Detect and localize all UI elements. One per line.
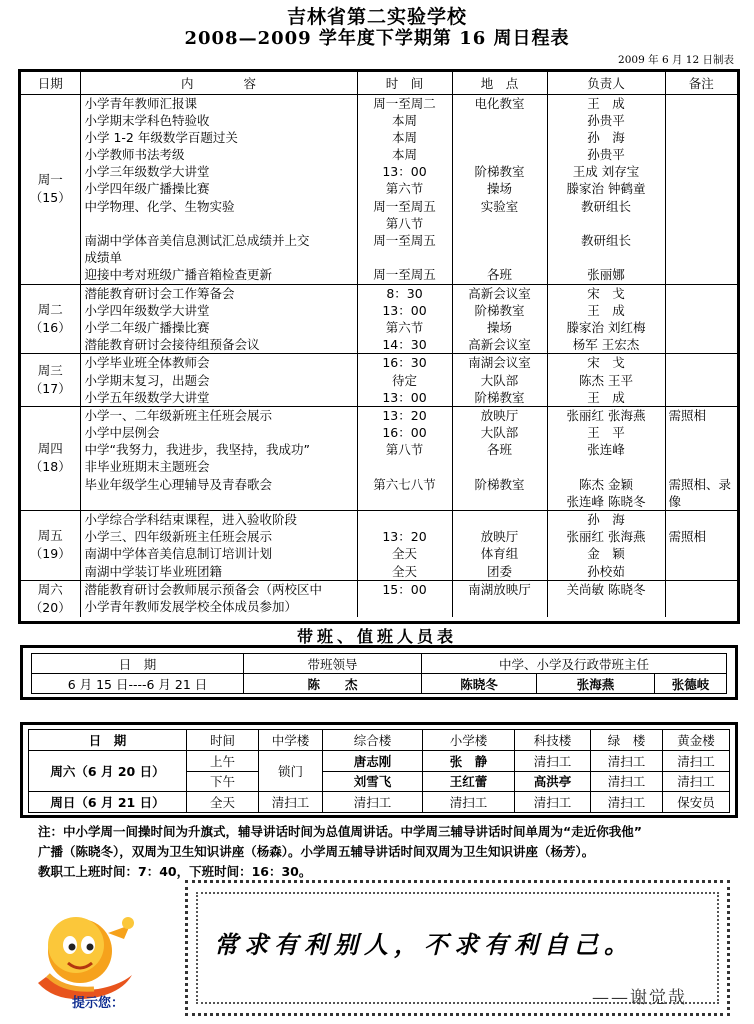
- place-line: 实验室: [480, 198, 519, 214]
- place-line: 高新会议室: [468, 337, 531, 353]
- clean-cell: 清扫工: [323, 792, 423, 813]
- clean-cell: 全天: [187, 792, 259, 813]
- note-line: [669, 249, 738, 266]
- content-line: 潜能教育研讨会接待组预备会议: [84, 337, 260, 353]
- place-line: [453, 598, 547, 615]
- clean-cell: 清扫工: [663, 771, 730, 792]
- col-header-time: 时 间: [357, 72, 452, 94]
- clean-cell: 清扫工: [591, 792, 663, 813]
- clean-sun-date: 周日（6 月 21 日）: [29, 792, 187, 813]
- duty-table: [20, 645, 738, 700]
- duty-header-teachers: 中学、小学及行政带班主任: [422, 654, 727, 674]
- content-line: 中学“我努力，我进步，我坚持，我成功”: [84, 442, 310, 458]
- person-cell: [547, 406, 665, 510]
- time-line: 第六节: [385, 181, 424, 197]
- time-line: [358, 598, 452, 615]
- note-cell: [665, 511, 737, 581]
- note-line: [669, 198, 738, 215]
- time-line: 待定: [391, 372, 417, 388]
- place-line: 放映厅: [480, 407, 519, 423]
- content-line: 小学期末复习，出题会: [84, 372, 210, 388]
- clean-header: 小学楼: [423, 730, 515, 751]
- content-line: 迎接中考对班级广播音箱检查更新: [84, 267, 273, 283]
- person-line: [548, 249, 665, 266]
- time-line: 14：30: [382, 337, 427, 353]
- place-line: 高新会议室: [468, 285, 531, 301]
- note-line: [669, 372, 738, 389]
- note-line: 需照相、录: [668, 476, 732, 492]
- clean-cell: 清扫工: [591, 750, 663, 771]
- day-cell: [21, 511, 80, 581]
- note-line: [669, 511, 738, 528]
- place-line: 阶梯教室: [474, 476, 525, 492]
- content-line: 小学 1-2 年级数学百题过关: [84, 129, 238, 145]
- content-line: 小学四年级数学大讲堂: [84, 302, 210, 318]
- person-line: 张连峰 陈晓冬: [566, 493, 646, 509]
- day-label: （20）: [29, 599, 71, 615]
- time-line: 13：20: [382, 407, 427, 423]
- person-line: 孙校茹: [587, 563, 625, 579]
- place-line: 阶梯教室: [474, 164, 525, 180]
- person-line: 杨军 王宏杰: [572, 337, 640, 353]
- clean-cell: 保安员: [663, 792, 730, 813]
- time-line: 13：00: [382, 164, 427, 180]
- place-line: [453, 493, 547, 510]
- person-cell: [547, 511, 665, 581]
- person-line: 王 成: [587, 389, 625, 405]
- content-line: 小学五年级数学大讲堂: [84, 389, 210, 405]
- time-line: 第八节: [385, 215, 424, 231]
- day-cell: [21, 580, 80, 617]
- person-cell: [547, 284, 665, 354]
- clean-header: 绿 楼: [591, 730, 663, 751]
- time-line: 本周: [391, 129, 417, 145]
- clean-cell: 下午: [187, 771, 259, 792]
- note-line: [669, 598, 738, 615]
- motto-text: 常求有利别人，不求有利自己。: [214, 930, 634, 959]
- content-line: 中学物理、化学、生物实验: [84, 198, 235, 214]
- content-line: 潜能教育研讨会教师展示预备会（两校区中: [84, 581, 323, 597]
- clean-cell: 清扫工: [423, 792, 515, 813]
- content-line: 小学三、四年级新班主任班会展示: [84, 529, 273, 545]
- person-cell: [547, 94, 665, 284]
- time-line: 周一至周五: [373, 233, 436, 248]
- time-cell: [357, 406, 452, 510]
- content-line: 小学期末学科色特验收: [84, 112, 210, 128]
- time-cell: [357, 284, 452, 354]
- time-line: 全天: [391, 563, 417, 579]
- person-line: 王 成: [587, 302, 625, 318]
- place-cell: [452, 354, 547, 407]
- person-line: 关尚敏 陈晓冬: [566, 581, 646, 597]
- note-line: [669, 389, 738, 406]
- schedule-day-row: [21, 354, 737, 407]
- note-line: [669, 129, 738, 146]
- content-line: 小学教师书法考级: [84, 147, 185, 163]
- time-line: 第六节: [385, 319, 424, 335]
- note-line: [669, 95, 738, 112]
- place-line: [453, 458, 547, 475]
- day-label: （17）: [29, 381, 71, 397]
- note-line: [669, 285, 738, 302]
- note-cell: [665, 406, 737, 510]
- person-line: 王 平: [587, 425, 625, 441]
- note-line: [669, 424, 738, 441]
- clean-header: 中学楼: [259, 730, 323, 751]
- note-line: [669, 302, 738, 319]
- clean-header: 日 期: [29, 730, 187, 751]
- day-cell: [21, 354, 80, 407]
- person-line: 宋 戈: [587, 285, 625, 301]
- day-label: 周二: [37, 301, 63, 317]
- clean-header: 时间: [187, 730, 259, 751]
- place-line: [453, 146, 547, 163]
- place-line: 操场: [486, 319, 512, 335]
- place-line: [453, 129, 547, 146]
- schedule-day-row: [21, 580, 737, 617]
- day-label: 周四: [37, 441, 63, 457]
- person-line: 张丽娜: [587, 267, 625, 283]
- school-title: 吉林省第二实验学校: [286, 6, 467, 28]
- content-line: 潜能教育研讨会工作筹备会: [84, 285, 235, 301]
- note-line: [669, 563, 738, 580]
- day-label: （19）: [29, 546, 71, 562]
- person-cell: [547, 354, 665, 407]
- time-line: 13：00: [382, 302, 427, 318]
- content-line: 非毕业班期末主题班会: [84, 459, 210, 475]
- note-line: [669, 581, 738, 598]
- clean-cell: 清扫工: [259, 792, 323, 813]
- day-label: 周一: [37, 172, 63, 188]
- clean-cell: 高洪亭: [515, 771, 591, 792]
- clean-sat-date: 周六（6 月 20 日）: [29, 750, 187, 792]
- time-line: 本周: [391, 147, 417, 163]
- place-line: 电化教室: [474, 95, 525, 111]
- schedule-day-row: [21, 511, 737, 581]
- day-label: 周六: [37, 581, 63, 597]
- note-cell: [665, 354, 737, 407]
- note-line: 需照相: [668, 407, 707, 423]
- time-cell: [357, 94, 452, 284]
- time-line: [358, 493, 452, 510]
- clean-header: 黄金楼: [663, 730, 730, 751]
- duty-header-date: 日 期: [32, 654, 244, 674]
- content-line: 小学青年教师发展学校全体成员参加）: [84, 598, 298, 614]
- time-line: 周一至周二: [373, 95, 436, 111]
- time-line: 13：00: [382, 389, 427, 405]
- day-cell: [21, 406, 80, 510]
- schedule-day-row: [21, 406, 737, 510]
- content-cell: [80, 580, 357, 617]
- person-line: 王成 刘存宝: [572, 164, 640, 180]
- time-cell: [357, 354, 452, 407]
- col-header-date: 日期: [21, 72, 80, 94]
- person-line: 张丽红 张海燕: [566, 529, 646, 545]
- note-line: [669, 458, 738, 475]
- note-line: [669, 545, 738, 562]
- time-line: 16：00: [382, 425, 427, 441]
- duty-teacher: 张德岐: [655, 674, 727, 694]
- clean-cell: 清扫工: [591, 771, 663, 792]
- place-line: 放映厅: [480, 529, 519, 545]
- duty-header-leader: 带班领导: [244, 654, 422, 674]
- place-line: [453, 232, 547, 249]
- content-line: 南湖中学体音美信息测试汇总成绩并上交: [84, 233, 310, 248]
- person-line: 孙 海: [587, 129, 625, 145]
- place-line: 南湖放映厅: [468, 581, 531, 597]
- content-line: 小学四年级广播操比赛: [84, 181, 210, 197]
- content-line: 成绩单: [84, 250, 123, 266]
- person-line: 孙贵平: [587, 112, 625, 128]
- clean-cell: 锁门: [259, 750, 323, 792]
- day-label: 周五: [37, 528, 63, 544]
- place-line: [453, 249, 547, 266]
- col-header-place: 地 点: [452, 72, 547, 94]
- content-line: [85, 493, 357, 510]
- duty-title: 带班、值班人员表: [296, 627, 457, 646]
- time-line: 周一至周五: [373, 198, 436, 214]
- note-line: 像: [668, 493, 682, 509]
- note-line: [669, 146, 738, 163]
- place-line: [453, 511, 547, 528]
- note-cell: [665, 94, 737, 284]
- place-cell: [452, 94, 547, 284]
- day-label: （18）: [29, 459, 71, 475]
- clean-cell: 清扫工: [663, 750, 730, 771]
- cleaning-table: [20, 722, 738, 818]
- day-label: （15）: [29, 190, 71, 206]
- day-cell: [21, 94, 80, 284]
- note-line: [669, 336, 738, 353]
- person-line: 陈杰 金颖: [579, 476, 633, 492]
- content-cell: [80, 284, 357, 354]
- place-line: 团委: [486, 563, 512, 579]
- place-line: 操场: [486, 181, 512, 197]
- col-header-note: 备注: [665, 72, 737, 94]
- place-line: 南湖会议室: [468, 355, 531, 371]
- place-cell: [452, 284, 547, 354]
- content-cell: [80, 511, 357, 581]
- clean-header: 科技楼: [515, 730, 591, 751]
- clean-header: 综合楼: [323, 730, 423, 751]
- clean-cell: 王红蕾: [423, 771, 515, 792]
- clean-cell: 上午: [187, 750, 259, 771]
- duty-teacher: 陈晓冬: [422, 674, 537, 694]
- person-line: [548, 458, 665, 475]
- time-cell: [357, 511, 452, 581]
- footnote-line: 教职工上班时间：7：40，下班时间：16：30。: [38, 864, 312, 879]
- footnote-line: 注：中小学周一间操时间为升旗式，辅导讲话时间为总值周讲话。中学周三辅导讲话时间单周为“走近你我他”: [38, 824, 642, 839]
- place-cell: [452, 580, 547, 617]
- place-line: 各班: [486, 442, 512, 458]
- time-line: 全天: [391, 546, 417, 562]
- content-line: 小学综合学科结束课程，进入验收阶段: [84, 512, 298, 527]
- day-label: 周三: [37, 363, 63, 379]
- note-line: [669, 266, 738, 283]
- place-line: [453, 215, 547, 232]
- person-cell: [547, 580, 665, 617]
- person-line: [548, 598, 665, 615]
- schedule-subtitle: 2008—2009 学年度下学期第 16 周日程表: [184, 28, 570, 49]
- time-line: 第八节: [385, 442, 424, 458]
- day-cell: [21, 284, 80, 354]
- person-line: 张连峰: [587, 442, 625, 458]
- person-line: 孙 海: [587, 512, 625, 527]
- person-line: 滕家治 钟鹤童: [566, 181, 646, 197]
- place-line: 体育组: [480, 546, 519, 562]
- day-label: （16）: [29, 319, 71, 335]
- time-line: [358, 249, 452, 266]
- made-date: 2009 年 6 月 12 日制表: [618, 54, 734, 66]
- clean-cell: 张 静: [423, 750, 515, 771]
- person-line: [548, 215, 665, 232]
- schedule-day-row: [21, 94, 737, 284]
- col-header-person: 负责人: [547, 72, 665, 94]
- place-cell: [452, 406, 547, 510]
- col-header-content: 内 容: [80, 72, 357, 94]
- person-line: 陈杰 王平: [579, 372, 633, 388]
- content-line: 小学毕业班全体教师会: [84, 355, 210, 371]
- note-line: [669, 163, 738, 180]
- person-line: 金 颖: [587, 546, 625, 562]
- person-line: 孙贵平: [587, 147, 625, 163]
- note-line: [669, 319, 738, 336]
- time-line: 16：30: [382, 355, 427, 371]
- time-cell: [357, 580, 452, 617]
- note-line: [669, 441, 738, 458]
- time-line: [358, 511, 452, 528]
- tip-label: 提示您：: [72, 996, 125, 1011]
- time-line: 8：30: [386, 285, 423, 301]
- footnotes: [38, 822, 738, 882]
- time-line: [358, 458, 452, 475]
- time-line: 第六七八节: [373, 476, 436, 492]
- place-line: 各班: [486, 267, 512, 283]
- place-line: 阶梯教室: [474, 302, 525, 318]
- person-line: 教研组长: [580, 198, 631, 214]
- note-line: [669, 215, 738, 232]
- person-line: 教研组长: [580, 233, 631, 248]
- motto-box: [185, 880, 730, 1016]
- duty-leader: 陈 杰: [244, 674, 422, 694]
- clean-cell: 唐志刚: [323, 750, 423, 771]
- time-line: 13：20: [382, 529, 427, 545]
- motto-author: ——谢觉哉: [592, 988, 687, 1008]
- content-line: [85, 215, 357, 232]
- weekly-schedule-table: [18, 69, 740, 624]
- note-line: [669, 180, 738, 197]
- content-cell: [80, 354, 357, 407]
- time-line: 周一至周五: [373, 267, 436, 283]
- content-line: 毕业年级学生心理辅导及青春歌会: [84, 476, 273, 492]
- time-line: 15：00: [382, 581, 427, 597]
- content-line: 南湖中学装订毕业班团籍: [84, 563, 223, 579]
- note-line: [669, 232, 738, 249]
- content-line: 小学青年教师汇报课: [84, 95, 198, 111]
- content-line: 南湖中学体音美信息制订培训计划: [84, 546, 273, 562]
- person-line: 宋 戈: [587, 355, 625, 371]
- person-line: 滕家治 刘红梅: [566, 319, 646, 335]
- place-line: 阶梯教室: [474, 389, 525, 405]
- content-line: 小学三年级数学大讲堂: [84, 164, 210, 180]
- note-line: [669, 354, 738, 371]
- content-line: 小学中层例会: [84, 425, 160, 441]
- place-cell: [452, 511, 547, 581]
- content-cell: [80, 406, 357, 510]
- duty-date: 6 月 15 日----6 月 21 日: [32, 674, 244, 694]
- clean-cell: 刘雪飞: [323, 771, 423, 792]
- note-cell: [665, 580, 737, 617]
- note-line: [669, 112, 738, 129]
- place-line: [453, 112, 547, 129]
- content-cell: [80, 94, 357, 284]
- note-cell: [665, 284, 737, 354]
- schedule-day-row: [21, 284, 737, 354]
- person-line: 张丽红 张海燕: [566, 407, 646, 423]
- content-line: 小学二年级广播操比赛: [84, 319, 210, 335]
- duty-teacher: 张海燕: [537, 674, 655, 694]
- note-line: 需照相: [668, 529, 707, 545]
- clean-cell: 清扫工: [515, 792, 591, 813]
- person-line: 王 成: [587, 95, 625, 111]
- place-line: 大队部: [480, 372, 519, 388]
- time-line: 本周: [391, 112, 417, 128]
- place-line: 大队部: [480, 425, 519, 441]
- footnote-line: 广播（陈晓冬），双周为卫生知识讲座（杨森）。小学周五辅导讲话时间双周为卫生知识讲座（杨芳）。: [38, 844, 595, 859]
- clean-cell: 清扫工: [515, 750, 591, 771]
- content-line: 小学一、二年级新班主任班会展示: [84, 407, 273, 423]
